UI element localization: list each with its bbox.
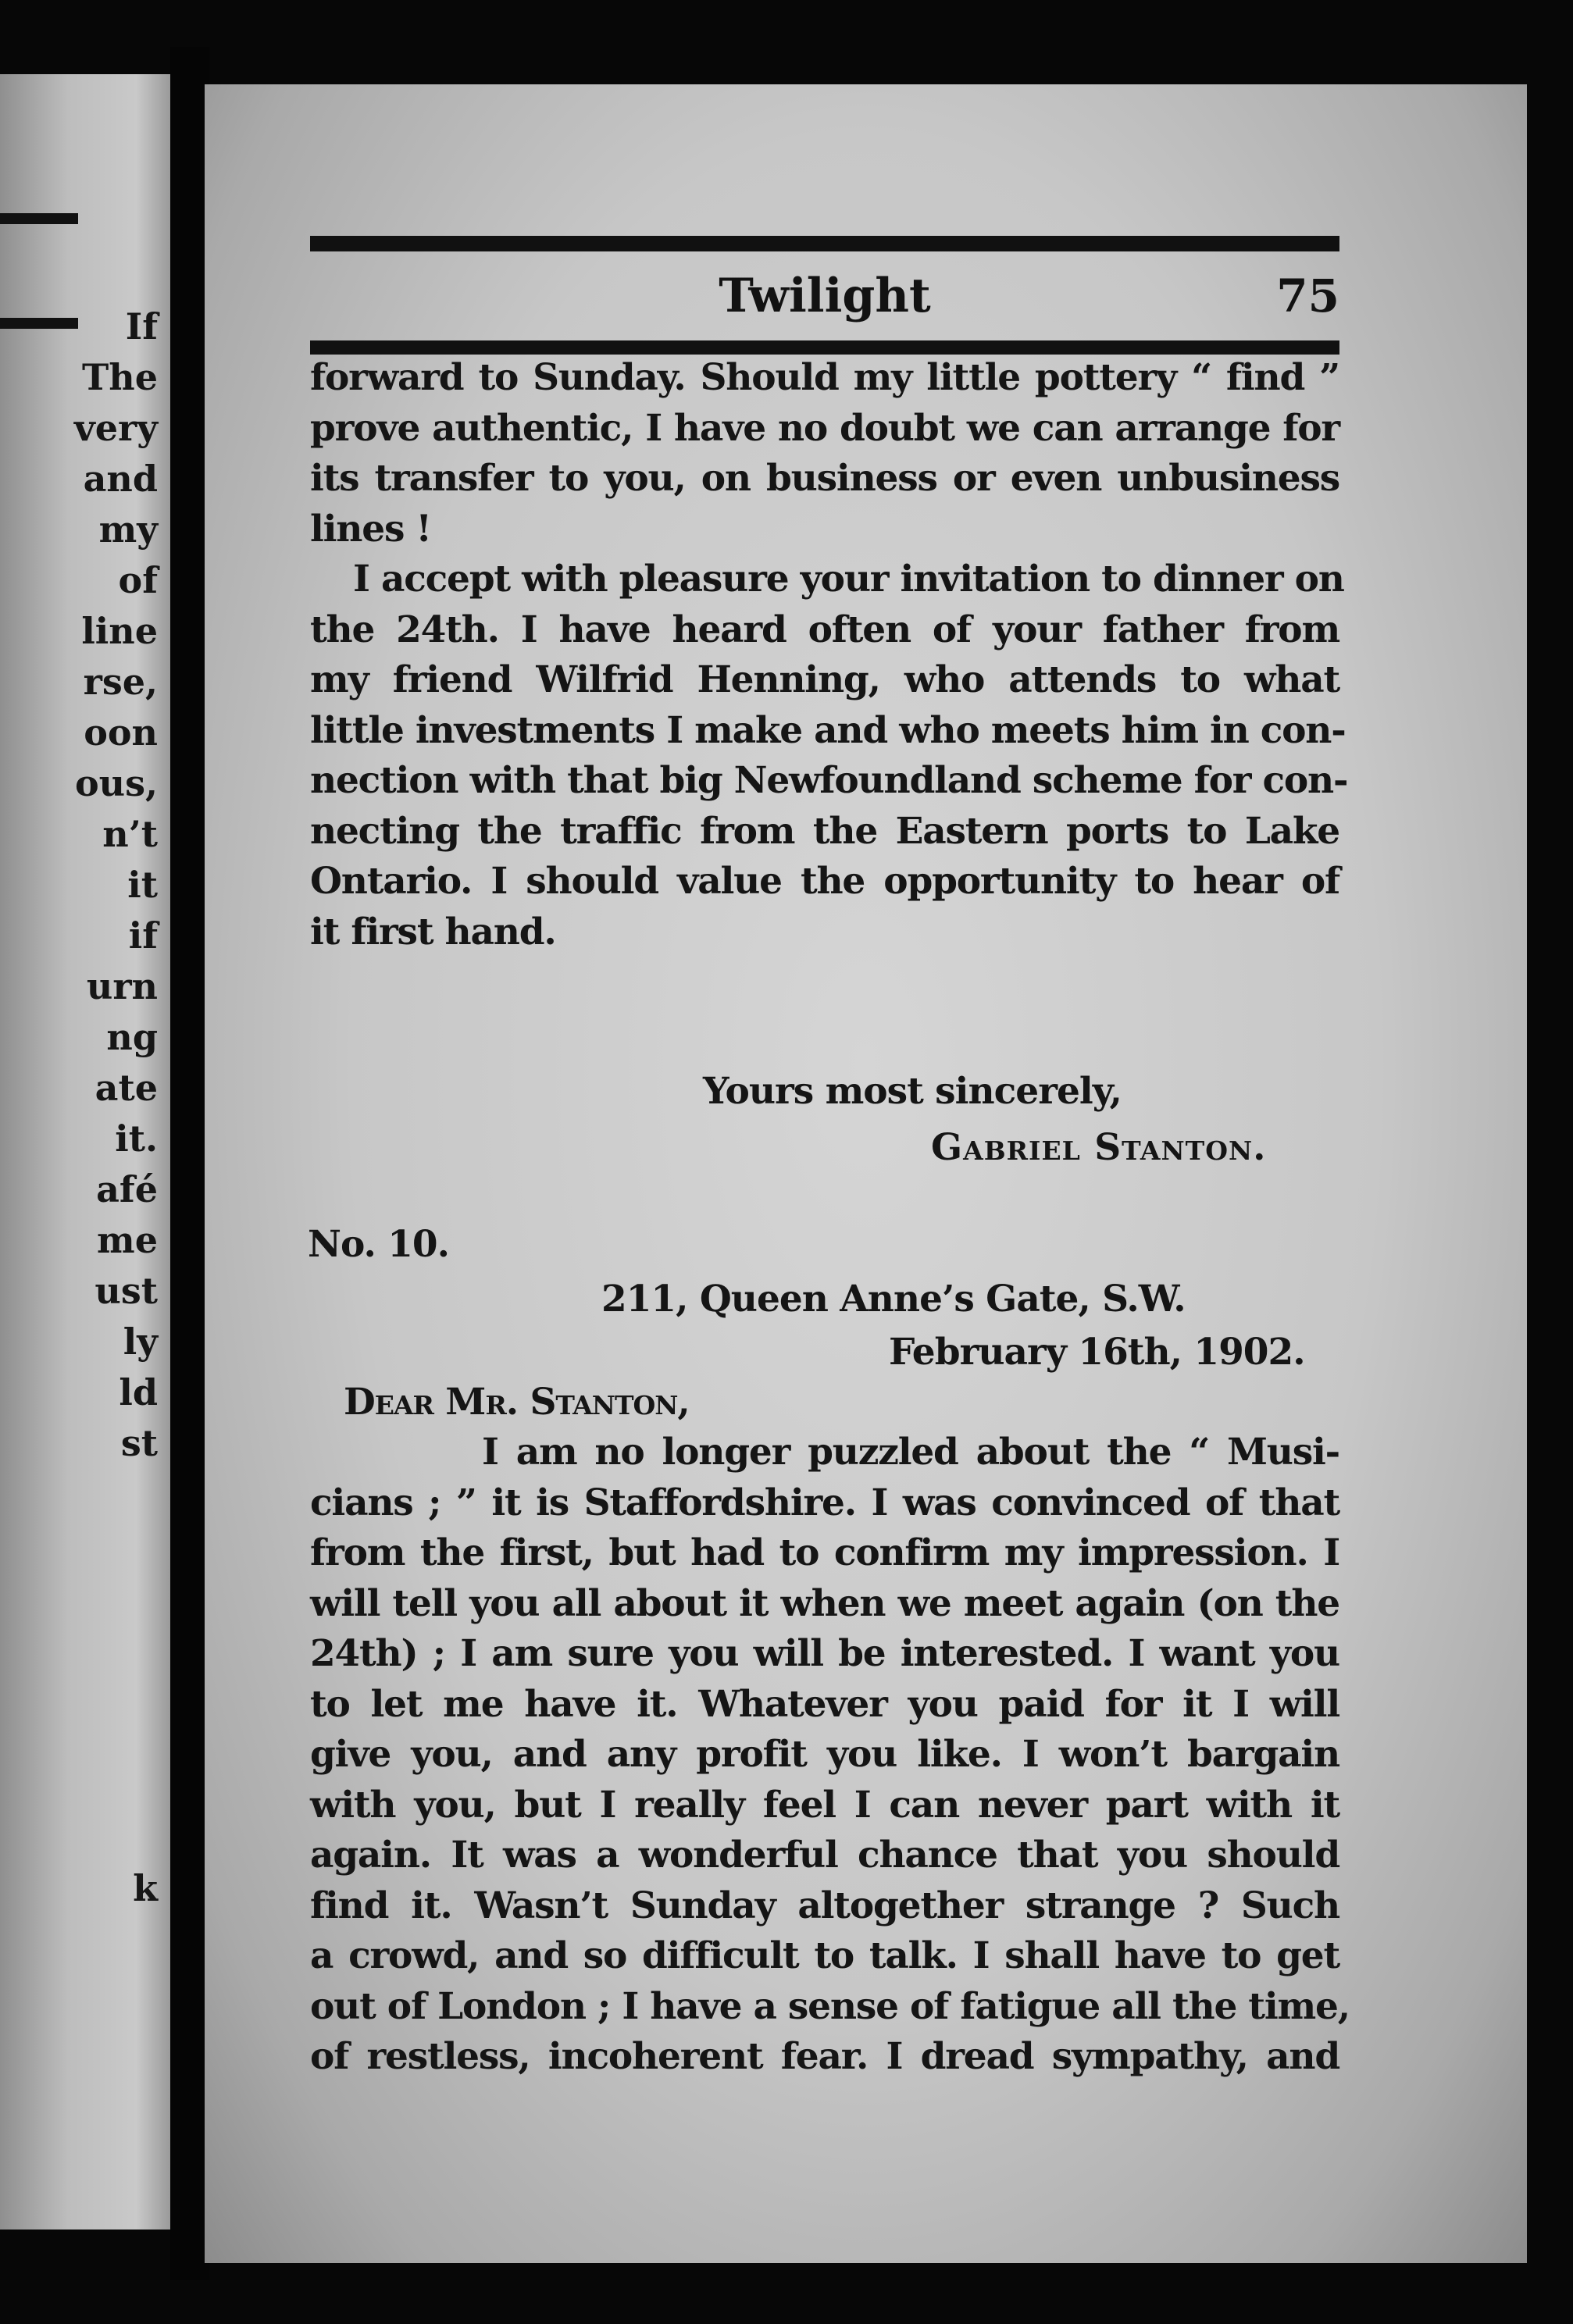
facing-page-fragment: ust [95,1270,158,1312]
page-number: 75 [1276,269,1339,323]
text-line: again. It was a wonderful chance that you should [310,1834,1339,1877]
facing-page-fragment: if [128,914,158,957]
text-line: a crowd, and so difficult to talk. I shall have to get [310,1934,1339,1977]
facing-page-top-rule [0,213,78,224]
text-line: Ontario. I should value the opportunity to hear of [310,860,1339,903]
running-title: Twilight [719,269,931,323]
letter-date: February 16th, 1902. [889,1331,1305,1374]
text-line: necting the traffic from the Eastern ports to Lake [310,809,1339,853]
text-line: will tell you all about it when we meet again (on the [310,1581,1339,1625]
letter-number: No. 10. [308,1223,449,1266]
facing-page-fragment: rse, [83,661,158,703]
text-line: I am no longer puzzled about the “ Musi- [482,1431,1339,1474]
text-line: from the first, but had to confirm my impression. I [310,1531,1339,1574]
letter-10-body [310,1428,1350,2083]
header-top-rule [310,236,1339,251]
facing-page-fragment: afé [96,1168,158,1210]
facing-page-fragment: st [120,1422,158,1464]
facing-page-fragment: ld [119,1371,158,1413]
text-line: it first hand. [310,910,556,953]
text-line: little investments I make and who meets him in con- [310,708,1346,752]
text-line: give you, and any profit you like. I won’t bargain [310,1733,1339,1776]
book-page [205,84,1527,2263]
text-line: find it. Wasn’t Sunday altogether strange ? Such [310,1884,1339,1927]
facing-page-fragment: If [125,305,158,348]
letter-signature: Gabriel Stanton. [931,1126,1267,1169]
text-line: 24th) ; I am sure you will be interested. I want you [310,1632,1339,1675]
facing-page-fragment: n’t [102,813,158,855]
text-line: my friend Wilfrid Henning, who attends to what [310,658,1339,701]
letter-closing: Yours most sincerely, [703,1070,1122,1113]
facing-page-fragment: me [97,1219,158,1261]
facing-page-fragment: ate [95,1067,158,1109]
facing-page [0,74,170,2230]
text-line: to let me have it. Whatever you paid for it I will [310,1682,1339,1726]
letter-salutation: Dear Mr. Stanton, [344,1381,690,1424]
facing-page-fragment: of [118,559,158,601]
text-line: prove authentic, I have no doubt we can arrange for [310,406,1339,450]
text-line: the 24th. I have heard often of your father from [310,608,1339,651]
facing-page-fragment: line [81,610,158,652]
letter-address: 211, Queen Anne’s Gate, S.W. [601,1278,1186,1321]
letter-continued-text [310,353,1348,957]
text-line: out of London ; I have a sense of fatigue all the time, [310,1984,1350,2028]
text-line: of restless, incoherent fear. I dread sympathy, and [310,2035,1339,2078]
text-line: nection with that big Newfoundland scheme for con- [310,759,1348,802]
facing-page-fragment: and [83,458,158,500]
facing-page-fragment: ng [106,1016,158,1058]
facing-page-fragment: it [127,864,158,906]
facing-page-fragment: oon [84,711,158,754]
text-line: with you, but I really feel I can never part with it [310,1783,1339,1827]
facing-page-fragment: my [98,508,158,551]
text-line: lines ! [310,507,431,551]
book-gutter [170,47,209,2280]
text-line: forward to Sunday. Should my little pottery “ find ” [310,356,1339,399]
text-line: its transfer to you, on business or even unbusiness [310,457,1339,500]
facing-page-fragment: The [82,356,158,398]
facing-page-fragment: k [133,1867,158,1909]
text-line: I accept with pleasure your invitation to dinner on [353,558,1344,601]
text-line: cians ; ” it is Staffordshire. I was convinced of that [310,1481,1339,1524]
facing-page-fragment: ly [123,1321,158,1363]
facing-page-fragment: it. [115,1117,158,1160]
facing-page-fragment: urn [86,965,158,1007]
facing-page-fragment: ous, [74,762,158,804]
facing-page-fragment: very [74,407,158,449]
